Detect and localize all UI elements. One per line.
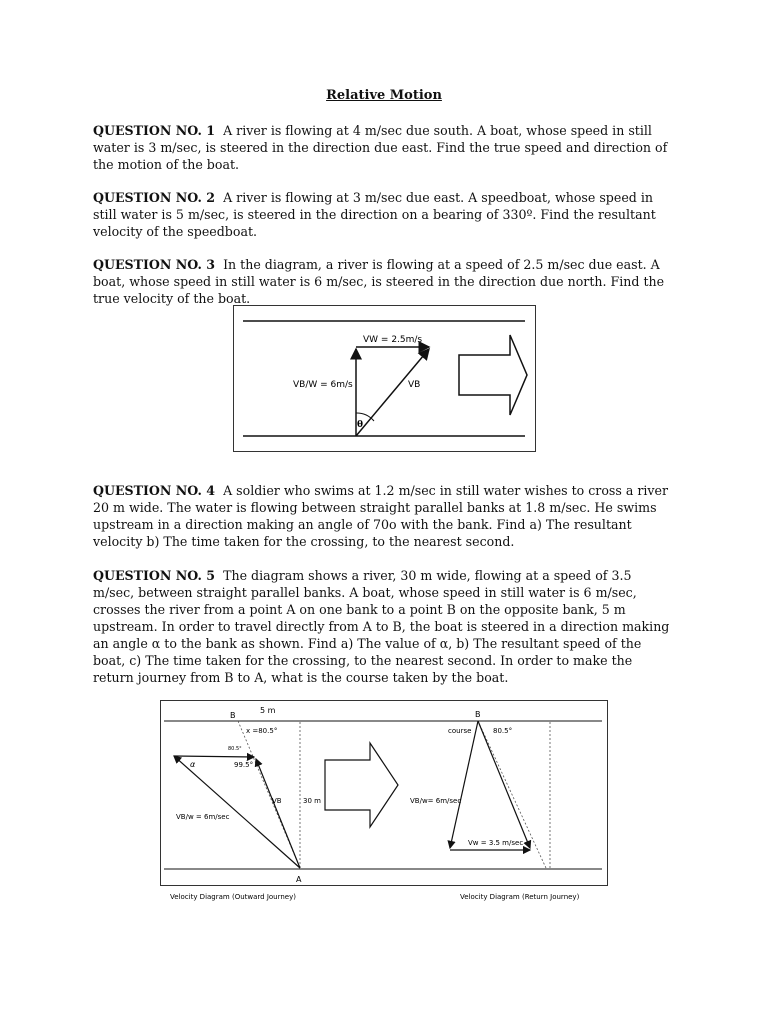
point-a-label: A (296, 875, 302, 884)
caption-outward: Velocity Diagram (Outward Journey) (170, 893, 296, 901)
question-1 (93, 122, 673, 173)
question-1-label: QUESTION NO. 1 (93, 123, 216, 138)
theta-label: θ (357, 420, 364, 430)
question-4 (93, 482, 673, 550)
question-3 (93, 256, 673, 307)
small-angle-label: 80.5° (228, 746, 242, 752)
vbw-label: VB/W = 6m/s (293, 380, 353, 390)
question-3-label: QUESTION NO. 3 (93, 257, 216, 272)
vbw-outward-label: VB/w = 6m/sec (176, 813, 230, 821)
diagram-river-boat (233, 305, 536, 452)
angle-995-label: 99.5° (234, 761, 254, 769)
question-3-text: In the diagram, a river is flowing at a speed of 2.5 m/sec due east. A boat, whose speed in still water is 6 m/sec, is steered in the direction due north. Find the true velocity of the boat. (93, 257, 665, 306)
diagram-velocity-outward-return (160, 700, 608, 908)
vw-label: VW = 2.5m/s (363, 335, 423, 345)
x-angle-label: x =80.5° (246, 727, 278, 735)
question-2 (93, 189, 673, 240)
caption-return: Velocity Diagram (Return Journey) (460, 893, 580, 901)
course-label: course (448, 727, 472, 735)
five-m-label: 5 m (260, 706, 276, 715)
angle-805-label: 80.5° (493, 727, 513, 735)
vw-return-label: Vw = 3.5 m/sec (468, 839, 524, 847)
point-b-label: B (230, 711, 236, 720)
question-4-text: A soldier who swims at 1.2 m/sec in still water wishes to cross a river 20 m wide. The water is flowing between straight parallel banks at 1.8 m/sec. He swims upstream in a direction making an angle of 70o with the bank. Find a) The resultant velocity b) The time taken for the crossing, to the nearest second. (93, 483, 668, 549)
vbw-return-label: VB/w= 6m/sec (410, 797, 462, 805)
alpha-label: α (190, 760, 196, 769)
question-4-label: QUESTION NO. 4 (93, 483, 216, 498)
vb-label: VB (408, 380, 421, 390)
question-5-label: QUESTION NO. 5 (93, 568, 216, 583)
page-title: Relative Motion (326, 88, 442, 103)
point-b2-label: B (475, 710, 481, 719)
question-5 (93, 567, 673, 686)
vb-outward-label: VB (272, 797, 282, 805)
question-2-text: A river is flowing at 3 m/sec due east. A speedboat, whose speed in still water is 5 m/sec, is steered in the direction on a bearing of 330º. Find the resultant velocity of the speedboat. (93, 190, 656, 239)
question-5-text: The diagram shows a river, 30 m wide, flowing at a speed of 3.5 m/sec, between straight parallel banks. A boat, whose speed in still water is 6 m/sec, crosses the river from a point A on one bank to a point B on the opposite bank, 5 m upstream. In order to travel directly from A to B, the boat is steered in a direction making an angle α to the bank as shown. Find a) The value of α, b) The resultant speed of the boat, c) The time taken for the crossing, to the nearest second. In order to make the return journey from B to A, what is the course taken by the boat. (93, 568, 670, 685)
question-1-text: A river is flowing at 4 m/sec due south. A boat, whose speed in still water is 3 m/sec, is steered in the direction due east. Find the true speed and direction of the motion of the boat. (93, 123, 668, 172)
question-2-label: QUESTION NO. 2 (93, 190, 216, 205)
thirty-m-label: 30 m (303, 797, 321, 805)
